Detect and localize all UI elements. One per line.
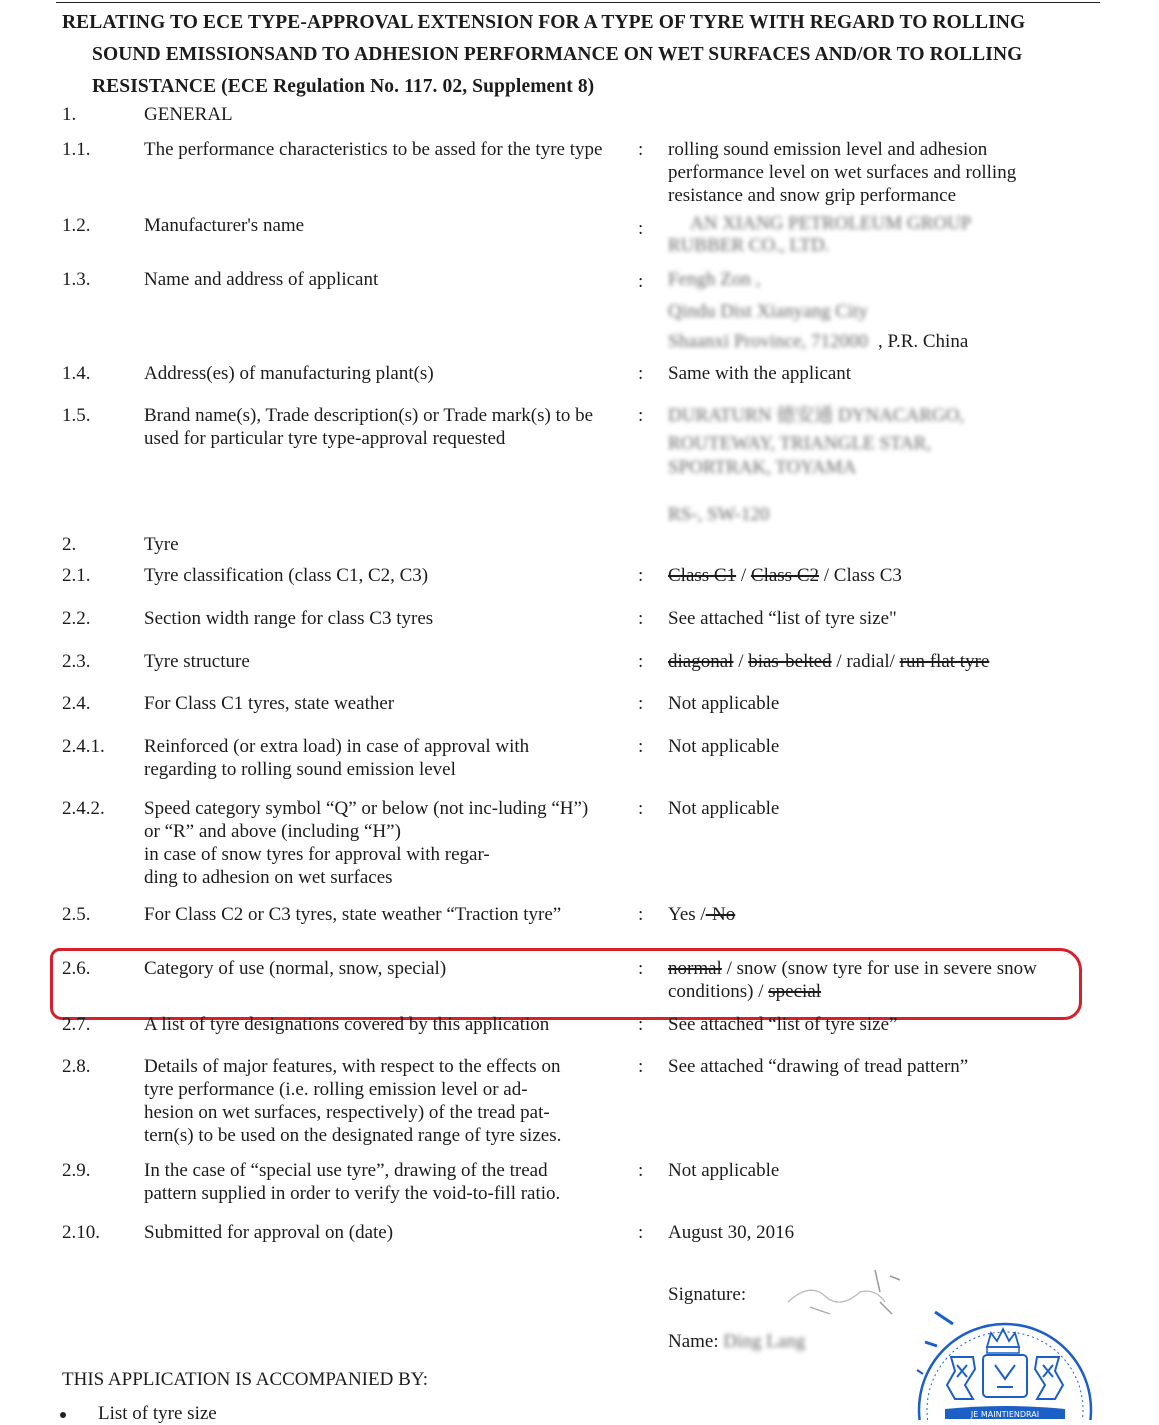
- item-label: In the case of “special use tyre”, drawing of the tread: [144, 1160, 548, 1181]
- handwritten-signature: [780, 1262, 920, 1322]
- item-number: 2.3.: [62, 651, 91, 672]
- selected-option: / snow (snow tyre for use in severe snow: [721, 958, 1037, 979]
- colon-separator: :: [638, 271, 644, 292]
- item-value: Not applicable: [668, 693, 780, 714]
- item-label: hesion on wet surfaces, respectively) of the tread pat-: [144, 1102, 550, 1123]
- item-label: or “R” and above (including “H”): [144, 821, 401, 842]
- item-value: Not applicable: [668, 1160, 780, 1181]
- colon-separator: :: [638, 405, 644, 426]
- item-value: Same with the applicant: [668, 363, 852, 384]
- colon-separator: :: [638, 363, 644, 384]
- item-value: performance level on wet surfaces and rolling: [668, 162, 1017, 183]
- struck-option: Class C2: [750, 565, 819, 586]
- item-label: regarding to rolling sound emission level: [144, 759, 456, 780]
- submission-date: August 30, 2016: [668, 1222, 795, 1243]
- doc-heading-line3: RESISTANCE (ECE Regulation No. 117. 02, Supplement 8): [92, 76, 595, 97]
- colon-separator: :: [638, 651, 644, 672]
- item-number: 2.10.: [62, 1222, 100, 1243]
- traction-tyre-value: [668, 903, 735, 926]
- item-label: Tyre classification (class C1, C2, C3): [144, 565, 429, 586]
- redacted-manufacturer-name: AN XIANG PETROLEUM GROUP: [690, 213, 972, 234]
- item-label: Tyre structure: [144, 651, 250, 672]
- item-value: See attached “list of tyre size”: [668, 1014, 898, 1035]
- item-label: Speed category symbol “Q” or below (not inc-luding “H”): [144, 798, 589, 819]
- section-number: 2.: [62, 534, 77, 555]
- item-label: Category of use (normal, snow, special): [144, 958, 447, 979]
- struck-option: diagonal: [668, 651, 734, 672]
- item-number: 2.1.: [62, 565, 91, 586]
- name-label: Name:: [668, 1331, 724, 1352]
- item-label: Submitted for approval on (date): [144, 1222, 394, 1243]
- item-number: 2.4.2.: [62, 798, 105, 819]
- item-label: ding to adhesion on wet surfaces: [144, 867, 393, 888]
- redacted-applicant-address: Shaanxi Province, 712000: [668, 331, 869, 352]
- redacted-brand-names: ROUTEWAY, TRIANGLE STAR,: [668, 433, 932, 454]
- colon-separator: :: [638, 139, 644, 160]
- tyre-structure-value: diagonal / bias-belted / radial/ run flat tyre: [668, 651, 990, 672]
- bullet-icon: [60, 1412, 66, 1418]
- item-number: 1.5.: [62, 405, 91, 426]
- section-title-general: GENERAL: [144, 104, 233, 125]
- colon-separator: :: [638, 1056, 644, 1077]
- item-value: resistance and snow grip performance: [668, 185, 957, 206]
- item-number: 1.4.: [62, 363, 91, 384]
- official-stamp-seal: [915, 1305, 1095, 1420]
- colon-separator: :: [638, 1222, 644, 1243]
- item-number: 1.2.: [62, 215, 91, 236]
- struck-option: Class C1: [668, 565, 737, 586]
- category-of-use-value: [668, 957, 1037, 980]
- colon-separator: :: [638, 1160, 644, 1181]
- section-number: 1.: [62, 104, 77, 125]
- item-value: See attached “list of tyre size": [668, 608, 897, 629]
- item-label: Address(es) of manufacturing plant(s): [144, 363, 434, 384]
- colon-separator: :: [638, 608, 644, 629]
- item-number: 2.6.: [62, 958, 91, 979]
- item-label: used for particular tyre type-approval requested: [144, 428, 506, 449]
- item-number: 2.7.: [62, 1014, 91, 1035]
- redacted-manufacturer-name: RUBBER CO., LTD.: [668, 235, 830, 256]
- attachment-item: List of tyre size: [98, 1403, 217, 1424]
- redacted-brand-names: RS-, SW-120: [668, 504, 770, 525]
- selected-option: / radial/: [831, 651, 900, 672]
- item-number: 2.8.: [62, 1056, 91, 1077]
- item-label: Manufacturer's name: [144, 215, 305, 236]
- accompanied-by-heading: THIS APPLICATION IS ACCOMPANIED BY:: [62, 1369, 429, 1390]
- item-label: A list of tyre designations covered by this application: [144, 1014, 550, 1035]
- item-label: Brand name(s), Trade description(s) or Trade mark(s) to be: [144, 405, 594, 426]
- item-value: rolling sound emission level and adhesion: [668, 139, 988, 160]
- item-number: 2.2.: [62, 608, 91, 629]
- applicant-country: , P.R. China: [878, 331, 969, 352]
- item-value: Not applicable: [668, 798, 780, 819]
- item-label: pattern supplied in order to verify the void-to-fill ratio.: [144, 1183, 561, 1204]
- item-label: Name and address of applicant: [144, 269, 379, 290]
- item-number: 2.4.: [62, 693, 91, 714]
- redacted-signer-name: Ding Lang: [723, 1331, 806, 1352]
- item-label: The performance characteristics to be assed for the tyre type: [144, 139, 603, 160]
- colon-separator: :: [638, 904, 644, 925]
- colon-separator: :: [638, 798, 644, 819]
- struck-option: special: [768, 981, 822, 1002]
- struck-option: normal: [668, 958, 722, 979]
- redacted-applicant-address: Qindu Dist Xianyang City: [668, 301, 869, 322]
- section-title-tyre: Tyre: [144, 534, 179, 555]
- selected-option: / Class C3: [819, 565, 902, 586]
- item-number: 2.4.1.: [62, 736, 105, 757]
- item-label: Section width range for class C3 tyres: [144, 608, 434, 629]
- colon-separator: :: [638, 958, 644, 979]
- item-label: in case of snow tyres for approval with regar-: [144, 844, 490, 865]
- colon-separator: :: [638, 736, 644, 757]
- item-label: Details of major features, with respect to the effects on: [144, 1056, 561, 1077]
- top-rule: [56, 2, 1100, 3]
- colon-separator: :: [638, 693, 644, 714]
- item-label: For Class C2 or C3 tyres, state weather “Traction tyre”: [144, 904, 562, 925]
- struck-option: run flat tyre: [899, 651, 990, 672]
- tyre-class-value: Class C1 / Class C2 / Class C3: [668, 565, 902, 586]
- colon-separator: :: [638, 218, 644, 239]
- name-line: [668, 1330, 805, 1353]
- item-label: tyre performance (i.e. rolling emission level or ad-: [144, 1079, 528, 1100]
- doc-heading-line2: SOUND EMISSIONSAND TO ADHESION PERFORMANCE ON WET SURFACES AND/OR TO ROLLING: [92, 44, 1023, 65]
- struck-option: bias-belted: [748, 651, 832, 672]
- item-value: See attached “drawing of tread pattern”: [668, 1056, 969, 1077]
- colon-separator: :: [638, 565, 644, 586]
- item-value: Not applicable: [668, 736, 780, 757]
- struck-option: -No: [705, 904, 736, 925]
- item-number: 2.5.: [62, 904, 91, 925]
- item-label: Reinforced (or extra load) in case of approval with: [144, 736, 530, 757]
- redacted-brand-names: DURATURN 德安通 DYNACARGO,: [668, 405, 965, 426]
- item-label: For Class C1 tyres, state weather: [144, 693, 395, 714]
- item-number: 2.9.: [62, 1160, 91, 1181]
- doc-heading-line1: RELATING TO ECE TYPE-APPROVAL EXTENSION FOR A TYPE OF TYRE WITH REGARD TO ROLLING: [62, 12, 1026, 33]
- redacted-brand-names: SPORTRAK, TOYAMA: [668, 457, 857, 478]
- selected-option: Yes /: [668, 904, 706, 925]
- redacted-applicant-address: Fengh Zon ,: [668, 269, 761, 290]
- category-of-use-value-line2: conditions) / special: [668, 981, 822, 1002]
- stamp-motto: JE MAINTIENDRAI: [970, 1410, 1040, 1419]
- item-label: tern(s) to be used on the designated range of tyre sizes.: [144, 1125, 562, 1146]
- colon-separator: :: [638, 1014, 644, 1035]
- item-number: 1.3.: [62, 269, 91, 290]
- signature-label: Signature:: [668, 1284, 747, 1305]
- item-number: 1.1.: [62, 139, 91, 160]
